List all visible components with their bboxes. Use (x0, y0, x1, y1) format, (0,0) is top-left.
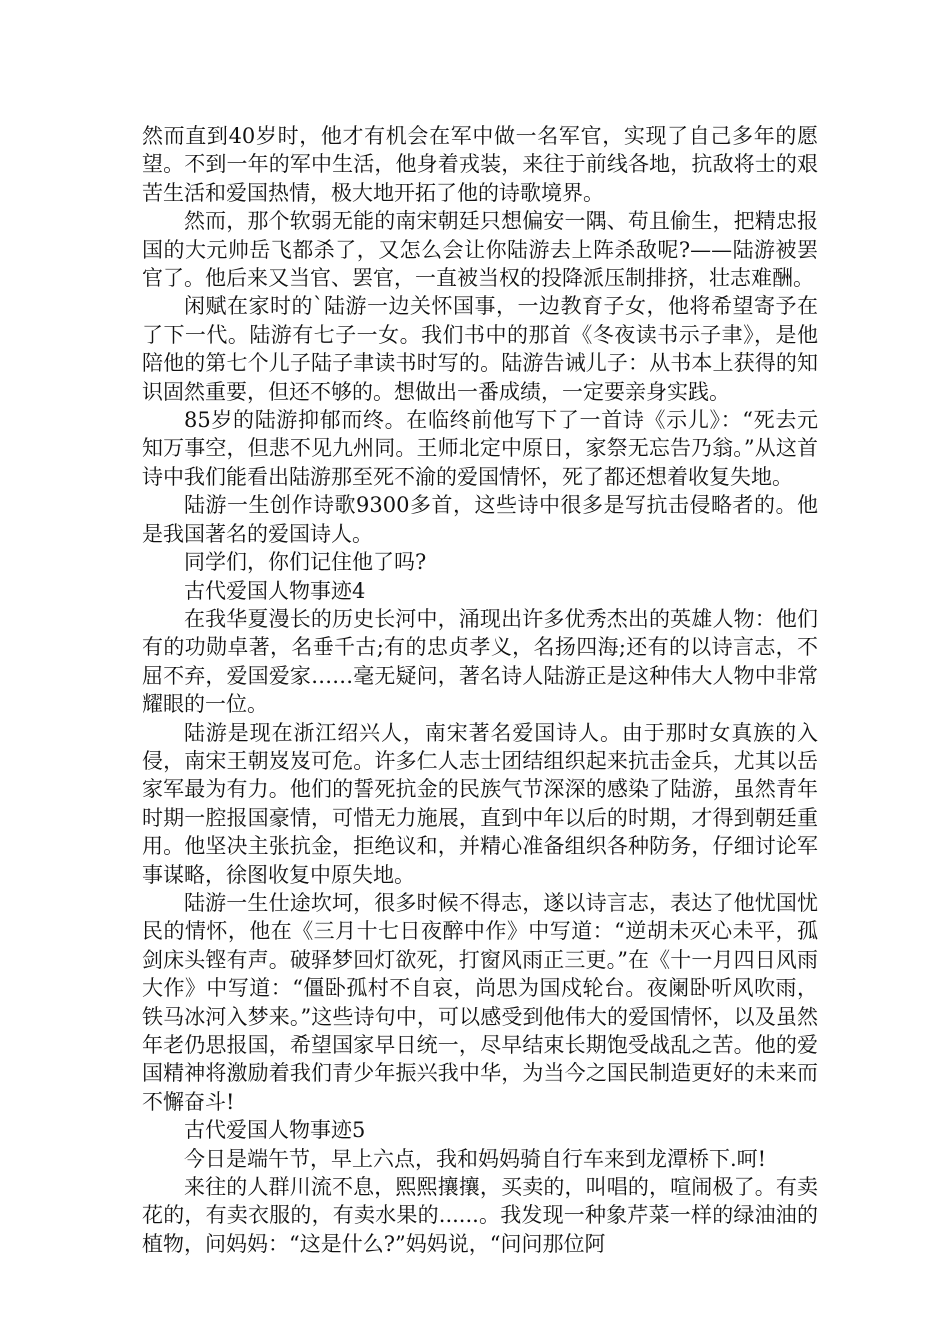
paragraph-4: 85岁的陆游抑郁而终。在临终前他写下了一首诗《示儿》：“死去元知万事空，但悲不见九州同。王师北定中原日，家祭无忘告乃翁。”从这首诗中我们能看出陆游那至死不渝的爱国情怀，死了都还想着收复失地。 (142, 408, 818, 489)
paragraph-1: 然而直到40岁时，他才有机会在军中做一名军官，实现了自己多年的愿望。不到一年的军中生活，他身着戎装，来往于前线各地，抗敌将士的艰苦生活和爱国热情，极大地开拓了他的诗歌境界。 (142, 124, 818, 205)
paragraph-6: 同学们，你们记住他了吗? (184, 550, 427, 575)
paragraph-10: 今日是端午节，早上六点，我和妈妈骑自行车来到龙潭桥下.呵! (184, 1146, 767, 1171)
document-page (142, 122, 818, 1258)
section-heading-5: 古代爱国人物事迹5 (184, 1118, 366, 1143)
paragraph-7: 在我华夏漫长的历史长河中，涌现出许多优秀杰出的英雄人物：他们有的功勋卓著，名垂千古;有的忠贞孝义，名扬四海;还有的以诗言志，不屈不弃，爱国爱家……毫无疑问，著名诗人陆游正是这种伟大人物中非常耀眼的一位。 (142, 606, 818, 717)
paragraph-8: 陆游是现在浙江绍兴人，南宋著名爱国诗人。由于那时女真族的入侵，南宋王朝岌岌可危。许多仁人志士团结组织起来抗击金兵，尤其以岳家军最为有力。他们的誓死抗金的民族气节深深的感染了陆游，虽然青年时期一腔报国豪情，可惜无力施展，直到中年以后的时期，才得到朝廷重用。他坚决主张抗金，拒绝议和，并精心准备组织各种防务，仔细讨论军事谋略，徐图收复中原失地。 (142, 720, 818, 887)
paragraph-3: 闲赋在家时的`陆游一边关怀国事，一边教育子女，他将希望寄予在了下一代。陆游有七子一女。我们书中的那首《冬夜读书示子聿》，是他陪他的第七个儿子陆子聿读书时写的。陆游告诫儿子：从书本上获得的知识固然重要，但还不够的。想做出一番成绩，一定要亲身实践。 (142, 294, 818, 404)
paragraph-2: 然而，那个软弱无能的南宋朝廷只想偏安一隅、苟且偷生，把精忠报国的大元帅岳飞都杀了，又怎么会让你陆游去上阵杀敌呢?——陆游被罢官了。他后来又当官、罢官，一直被当权的投降派压制排挤，壮志难酬。 (142, 209, 818, 291)
paragraph-9: 陆游一生仕途坎坷，很多时候不得志，遂以诗言志，表达了他忧国忧民的情怀，他在《三月十七日夜醉中作》中写道：“逆胡未灭心未平，孤剑床头铿有声。破驿梦回灯欲死，打窗风雨正三更。”在《十一月四日风雨大作》中写道：“僵卧孤村不自哀，尚思为国戍轮台。夜阑卧听风吹雨，铁马冰河入梦来。”这些诗句中，可以感受到他伟大的爱国情怀，以及虽然年老仍思报国，希望国家早日统一，尽早结束长期饱受战乱之苦。他的爱国精神将激励着我们青少年振兴我中华，为当今之国民制造更好的未来而不懈奋斗! (142, 890, 818, 1114)
section-heading-4: 古代爱国人物事迹4 (184, 578, 366, 603)
paragraph-11: 来往的人群川流不息，熙熙攘攘，买卖的，叫唱的，喧闹极了。有卖花的，有卖衣服的，有卖水果的......。我发现一种象芹菜一样的绿油油的植物，问妈妈：“这是什么?”妈妈说，“问问那位阿 (142, 1175, 818, 1256)
paragraph-5: 陆游一生创作诗歌9300多首，这些诗中很多是写抗击侵略者的。他是我国著名的爱国诗人。 (142, 493, 818, 546)
